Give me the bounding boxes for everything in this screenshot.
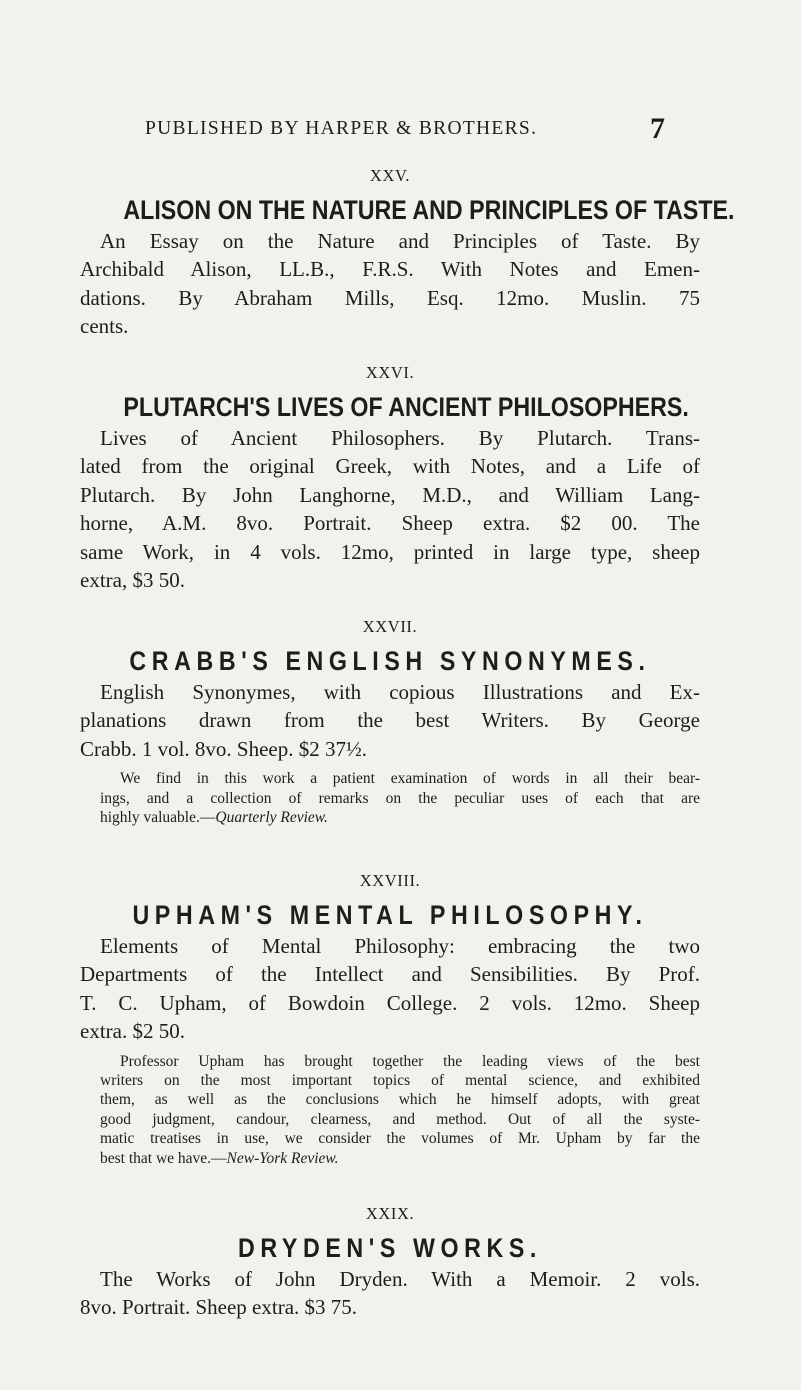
description-line: T. C. Upham, of Bowdoin College. 2 vols. 12mo. Sheep (80, 990, 700, 1015)
description-line: horne, A.M. 8vo. Portrait. Sheep extra. $2 00. The (80, 511, 700, 536)
entry-numeral: XXVII. (362, 617, 418, 636)
description-line: Lives of Ancient Philosophers. By Plutarch. Trans- (100, 426, 700, 450)
entry-numeral: XXIX. (365, 1204, 415, 1223)
catalog-entry-dryden (80, 1203, 700, 1322)
catalog-entry-crabb (80, 616, 700, 827)
entry-heading: UPHAM'S MENTAL PHILOSOPHY. (132, 900, 648, 930)
review-quote (80, 1052, 700, 1168)
review-line (80, 808, 700, 827)
description-line: 8vo. Portrait. Sheep extra. $3 75. (80, 1295, 358, 1320)
catalog-entry-plutarch (80, 362, 700, 594)
review-source: Quarterly Review. (215, 809, 328, 827)
description-line: planations drawn from the best Writers. By George (80, 708, 700, 733)
description-line: Elements of Mental Philosophy: embracing the two (100, 934, 700, 958)
entry-description (80, 424, 700, 594)
description-line: extra. $2 50. (80, 1019, 185, 1044)
entry-description (80, 227, 700, 341)
review-line: writers on the most important topics of mental science, and exhibited (100, 1072, 700, 1090)
description-line: Departments of the Intellect and Sensibilities. By Prof. (80, 962, 700, 987)
review-line: good judgment, candour, clearness, and method. Out of all the syste- (100, 1110, 700, 1128)
entry-heading: PLUTARCH'S LIVES OF ANCIENT PHILOSOPHERS. (123, 392, 689, 422)
entry-numeral: XXVI. (365, 363, 415, 382)
description-line: An Essay on the Nature and Principles of Taste. By (100, 229, 700, 253)
description-line: dations. By Abraham Mills, Esq. 12mo. Muslin. 75 (80, 285, 700, 310)
running-head (145, 112, 665, 148)
description-line: Plutarch. By John Langhorne, M.D., and William Lang- (80, 482, 700, 507)
entry-numeral: XXV. (369, 166, 411, 185)
catalog-entry-alison (80, 165, 735, 341)
page-number: 7 (650, 112, 665, 145)
review-quote (80, 769, 700, 827)
description-line: cents. (80, 314, 129, 339)
review-source: New-York Review. (226, 1149, 339, 1167)
review-line: ings, and a collection of remarks on the peculiar uses of each that are (100, 789, 700, 807)
entry-heading: DRYDEN'S WORKS. (238, 1233, 542, 1263)
review-text: best that we have.— (100, 1149, 227, 1167)
description-line: extra, $3 50. (80, 568, 185, 593)
entry-description (80, 1265, 700, 1322)
running-head-title: PUBLISHED BY HARPER & BROTHERS. (145, 118, 538, 139)
review-line: Professor Upham has brought together the leading views of the best (120, 1052, 700, 1070)
review-line: matic treatises in use, we consider the volumes of Mr. Upham by far the (100, 1130, 700, 1148)
entry-heading: CRABB'S ENGLISH SYNONYMES. (129, 646, 651, 676)
description-line: English Synonymes, with copious Illustrations and Ex- (100, 680, 700, 704)
review-line: them, as well as the conclusions which he himself adopts, with great (100, 1091, 700, 1109)
entry-heading: ALISON ON THE NATURE AND PRINCIPLES OF TASTE. (123, 195, 735, 225)
description-line: lated from the original Greek, with Notes, and a Life of (80, 454, 700, 479)
entry-description (80, 678, 700, 763)
catalog-entry-upham (80, 870, 700, 1168)
entry-numeral: XXVIII. (359, 871, 421, 890)
review-line (80, 1149, 700, 1168)
entry-description (80, 932, 700, 1046)
description-line: Crabb. 1 vol. 8vo. Sheep. $2 37½. (80, 736, 367, 761)
description-line: Archibald Alison, LL.B., F.R.S. With Notes and Emen- (80, 257, 700, 282)
description-line: The Works of John Dryden. With a Memoir. 2 vols. (100, 1267, 700, 1291)
review-text: highly valuable.— (100, 809, 216, 827)
review-line: We find in this work a patient examination of words in all their bear- (120, 770, 700, 788)
description-line: same Work, in 4 vols. 12mo, printed in large type, sheep (80, 539, 700, 564)
